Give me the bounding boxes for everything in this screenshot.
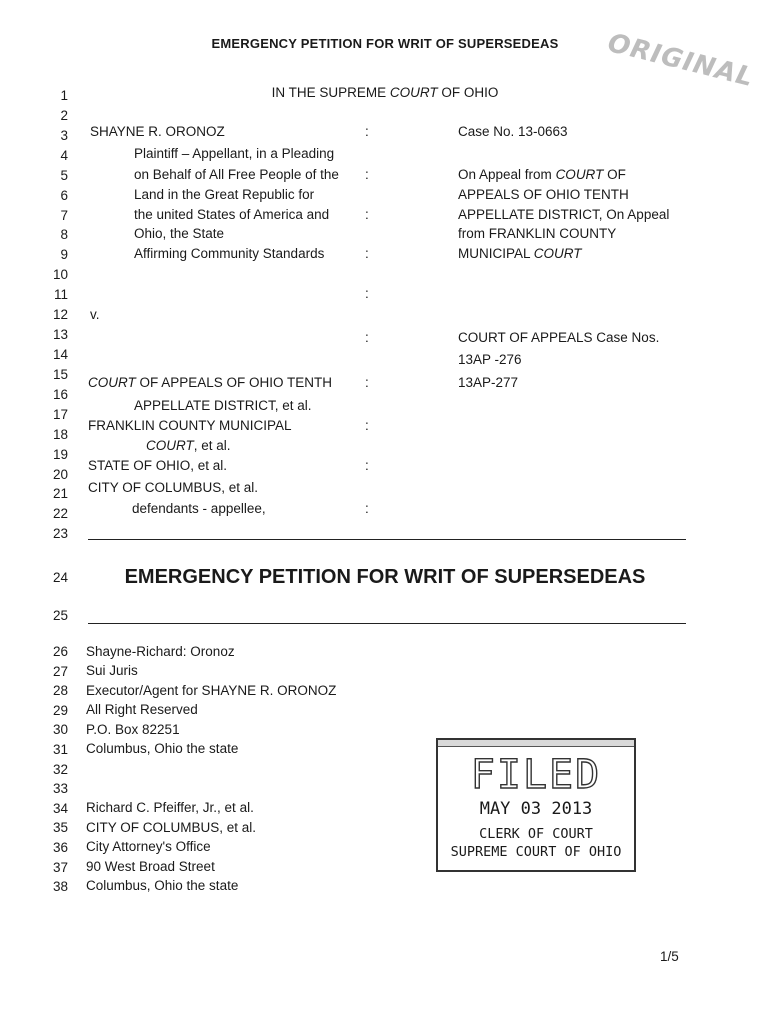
caption-colon: : [365,207,369,222]
line-number: 19 [52,446,68,462]
defendant-4: CITY OF COLUMBUS, et al. [88,480,259,495]
petitioner-line: Columbus, Ohio the state [86,741,239,756]
petitioner-line: Executor/Agent for SHAYNE R. ORONOZ [86,683,337,698]
line-number: 28 [52,683,68,699]
line-number: 36 [52,840,68,855]
line-number: 3 [60,127,68,143]
plaintiff-desc-line: Affirming Community Standards [134,246,325,261]
plaintiff-name: SHAYNE R. ORONOZ [90,124,225,139]
versus: v. [90,307,100,322]
petitioner-line: P.O. Box 82251 [86,722,180,737]
line-number: 16 [52,386,68,402]
defendant-2-rest: , et al. [193,438,231,453]
plaintiff-desc-line: Ohio, the State [134,226,225,241]
filed-stamp [436,738,636,872]
caption-colon: : [365,458,369,473]
caption-colon: : [365,501,369,516]
defendant-1-cont: APPELLATE DISTRICT, et al. [134,398,312,413]
line-number: 34 [52,800,68,816]
line-number: 20 [52,466,68,482]
plaintiff-desc-line: on Behalf of All Free People of the [134,167,339,182]
line-number: 2 [60,107,68,123]
line-number: 23 [52,526,68,542]
appeal-line-4: from FRANKLIN COUNTY [458,226,617,241]
respondent-line: CITY OF COLUMBUS, et al. [86,820,257,835]
line-number: 32 [52,761,68,777]
line-number: 33 [52,781,68,797]
line-number: 13 [52,327,68,342]
defendant-1 [88,375,332,390]
appeal-line-5 [458,246,582,261]
coa-case-number: 13AP-277 [458,375,519,390]
caption-colon: : [365,330,369,345]
defendant-2-court: COURT [146,438,194,453]
line-number: 8 [60,227,68,243]
court-title-court: COURT [389,85,438,100]
line-number: 26 [52,644,68,659]
defendant-1-court: COURT [88,375,136,390]
original-stamp: ORIGINAL [604,28,757,94]
caption-colon: : [365,418,369,433]
defendant-2-cont [146,438,231,453]
appeal-line-1-pre: On Appeal from [458,167,556,182]
line-number: 9 [60,247,68,263]
respondent-line: City Attorney's Office [86,839,211,854]
line-number: 15 [52,366,68,382]
petitioner-line: Shayne-Richard: Oronoz [86,644,235,659]
defendant-2: FRANKLIN COUNTY MUNICIPAL [88,418,292,433]
caption-colon: : [365,167,369,182]
filed-stamp-court: SUPREME COURT OF OHIO [450,844,622,860]
caption-colon: : [365,286,369,301]
line-number: 31 [52,742,68,757]
line-number: 38 [52,879,68,895]
caption-colon: : [365,246,369,261]
line-number: 22 [52,506,68,522]
line-number: 18 [52,426,68,442]
defendant-3: STATE OF OHIO, et al. [88,458,228,473]
respondent-line: Columbus, Ohio the state [86,878,239,893]
caption-colon: : [365,375,369,390]
line-number: 25 [52,608,68,623]
defendant-1-rest: OF APPEALS OF OHIO TENTH [135,375,333,390]
divider-rule [88,539,686,540]
line-number: 21 [52,486,68,502]
coa-case-label: COURT OF APPEALS Case Nos. [458,330,660,345]
petitioner-line: All Right Reserved [86,702,198,717]
document-header-title: EMERGENCY PETITION FOR WRIT OF SUPERSEDEAS [211,36,559,51]
appeal-line-2: APPEALS OF OHIO TENTH [458,187,629,202]
filed-stamp-clerk: CLERK OF COURT [479,826,593,842]
line-number: 35 [52,820,68,836]
court-title [0,85,770,100]
appeal-line-5-pre: MUNICIPAL [458,246,534,261]
line-number: 24 [52,570,68,585]
line-number: 37 [52,859,68,875]
plaintiff-desc-line: the united States of America and [134,207,330,222]
court-title-pre: IN THE SUPREME [271,85,390,100]
appeal-line-5-court: COURT [533,246,582,261]
petitioner-line: Sui Juris [86,663,138,678]
filed-stamp-bar [438,740,634,747]
appeal-line-1 [458,167,626,182]
plaintiff-desc-line: Land in the Great Republic for [134,187,315,202]
line-number: 6 [60,187,68,203]
divider-rule [88,623,686,624]
line-number: 29 [52,702,68,718]
line-number: 5 [60,167,68,183]
filed-stamp-word: FILED [470,752,602,798]
defendant-role: defendants - appellee, [132,501,266,516]
main-title: EMERGENCY PETITION FOR WRIT OF SUPERSEDEAS [124,566,646,588]
court-title-post: OF OHIO [437,85,499,100]
line-number: 14 [52,347,68,362]
coa-case-number: 13AP -276 [458,352,522,367]
line-number: 1 [60,88,68,103]
line-number: 27 [52,663,68,679]
page-number: 1/5 [660,949,679,964]
line-number: 7 [60,207,68,223]
line-number: 12 [52,307,68,323]
appeal-line-1-post: OF [603,167,626,182]
line-number: 17 [52,406,68,422]
plaintiff-desc-line: Plaintiff – Appellant, in a Pleading [134,146,335,161]
line-number: 30 [52,722,68,738]
caption-colon: : [365,124,369,139]
appeal-line-1-court: COURT [555,167,604,182]
appeal-line-3: APPELLATE DISTRICT, On Appeal [458,207,670,222]
line-number: 10 [52,267,68,283]
line-number: 11 [53,287,68,303]
line-number: 4 [60,147,68,163]
respondent-line: Richard C. Pfeiffer, Jr., et al. [86,800,254,815]
respondent-line: 90 West Broad Street [86,859,215,874]
case-number: Case No. 13-0663 [458,124,568,139]
filed-stamp-date: MAY 03 2013 [479,799,593,819]
